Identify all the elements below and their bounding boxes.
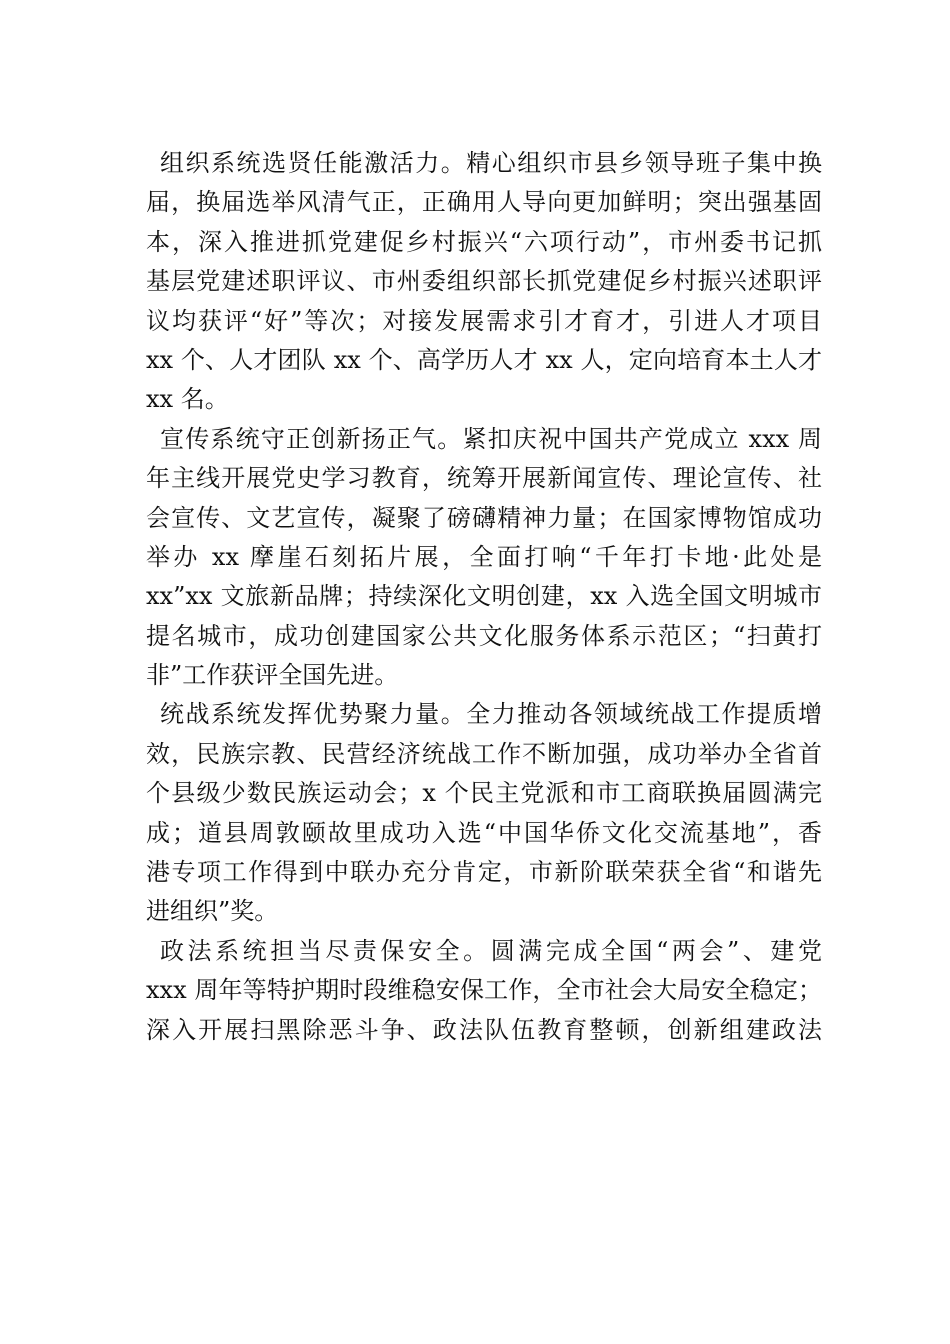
text-line: 进组织”奖。: [146, 897, 279, 926]
text-line: 提名城市，成功创建国家公共文化服务体系示范区；“扫黄打: [146, 621, 822, 650]
paragraph-organization: [146, 144, 822, 420]
paragraph-united-front: [146, 695, 822, 931]
text-line: 议均获评“好”等次；对接发展需求引才育才，引进人才项目: [146, 306, 822, 335]
text-line: 效，民族宗教、民营经济统战工作不断加强，成功举办全省首: [146, 739, 822, 768]
text-line: 成；道县周敦颐故里成功入选“中国华侨文化交流基地”，香: [146, 818, 822, 847]
text-line: xxx 周年等特护期时段维稳安保工作，全市社会大局安全稳定；: [146, 976, 822, 1005]
paragraph-publicity: [146, 420, 822, 696]
text-line: 政法系统担当尽责保安全。圆满完成全国“两会”、建党: [160, 936, 822, 965]
text-line: 统战系统发挥优势聚力量。全力推动各领域统战工作提质增: [160, 700, 822, 729]
text-line: xx 名。: [146, 385, 229, 414]
text-line: 深入开展扫黑除恶斗争、政法队伍教育整顿，创新组建政法: [146, 1015, 822, 1044]
text-line: 本，深入推进抓党建促乡村振兴“六项行动”，市州委书记抓: [146, 227, 822, 256]
text-line: xx”xx 文旅新品牌；持续深化文明创建，xx 入选全国文明城市: [146, 582, 822, 611]
text-line: 举办 xx 摩崖石刻拓片展，全面打响“千年打卡地·此处是: [146, 542, 822, 571]
text-line: 港专项工作得到中联办充分肯定，市新阶联荣获全省“和谐先: [146, 858, 822, 887]
text-line: 非”工作获评全国先进。: [146, 661, 399, 690]
text-line: 个县级少数民族运动会；x 个民主党派和市工商联换届圆满完: [146, 779, 822, 808]
text-line: 组织系统选贤任能激活力。精心组织市县乡领导班子集中换: [160, 149, 822, 177]
body-text: [146, 144, 822, 1050]
paragraph-political-legal: [146, 932, 822, 1050]
text-line: 宣传系统守正创新扬正气。紧扣庆祝中国共产党成立 xxx 周: [160, 424, 822, 453]
text-line: 届，换届选举风清气正，正确用人导向更加鲜明；突出强基固: [146, 188, 822, 217]
text-line: 年主线开展党史学习教育，统筹开展新闻宣传、理论宣传、社: [146, 464, 822, 493]
text-line: 会宣传、文艺宣传，凝聚了磅礴精神力量；在国家博物馆成功: [146, 503, 822, 532]
text-line: 基层党建述职评议、市州委组织部长抓党建促乡村振兴述职评: [146, 267, 822, 296]
text-line: xx 个、人才团队 xx 个、高学历人才 xx 人，定向培育本土人才: [146, 345, 822, 374]
